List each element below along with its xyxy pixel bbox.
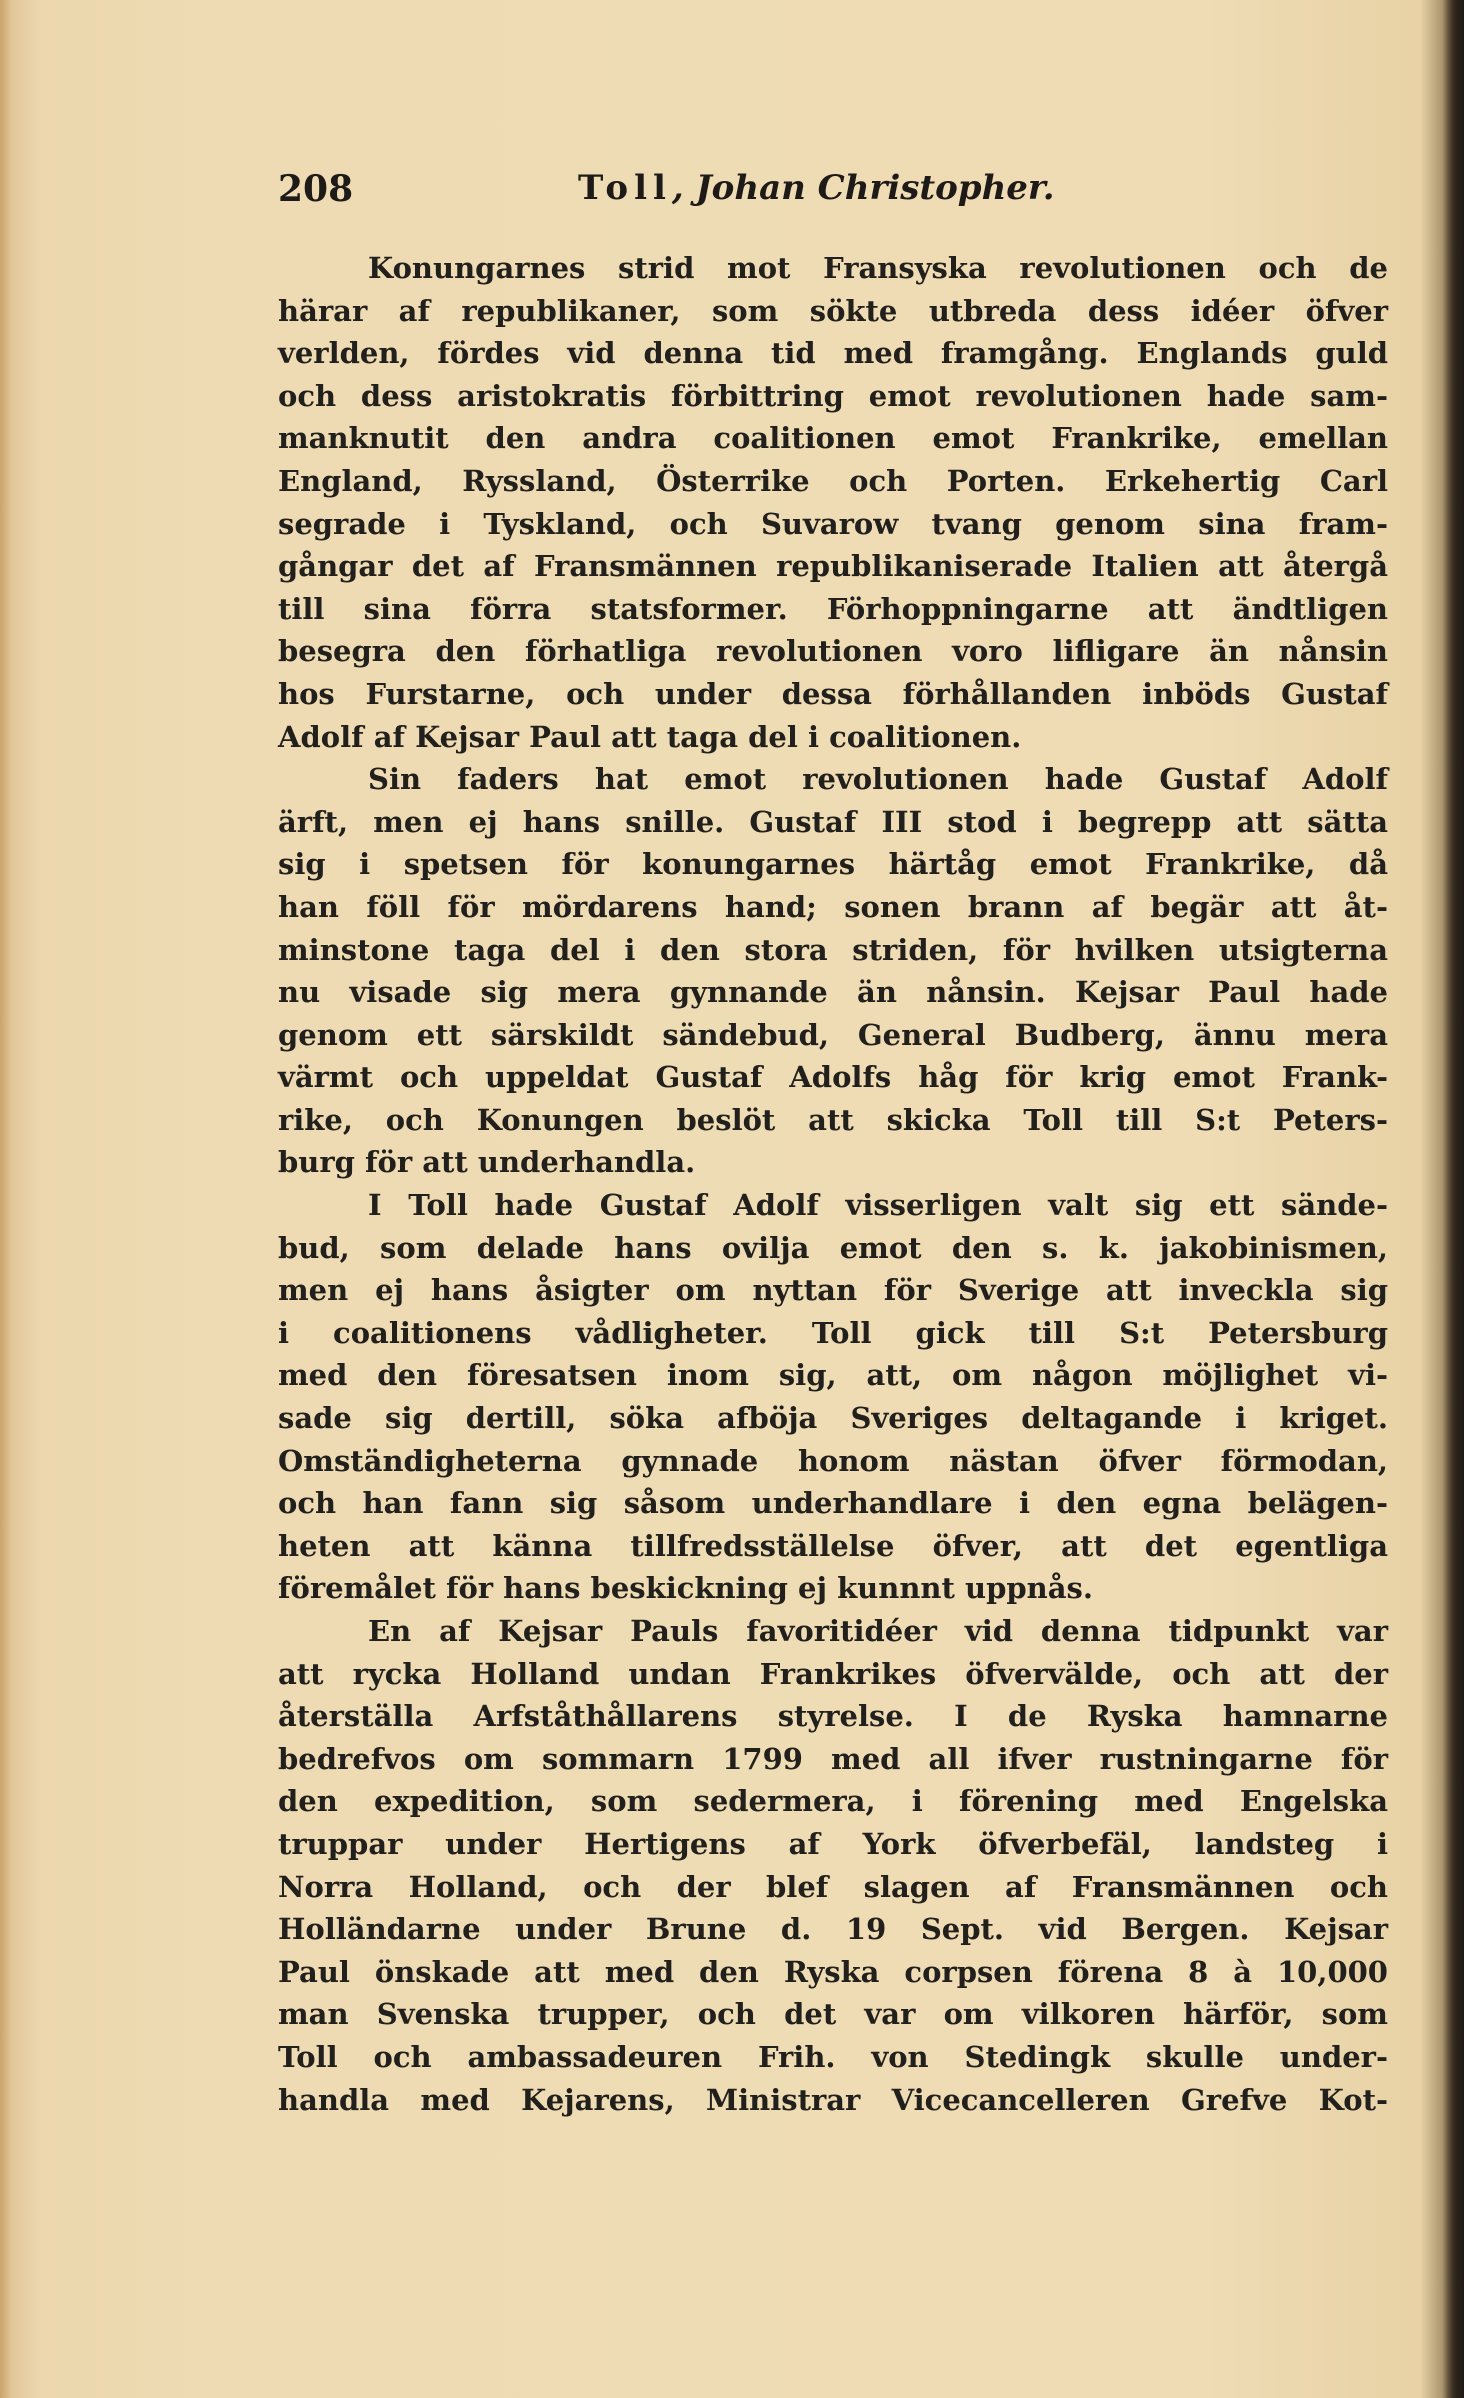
text-line: hos Furstarne, och under dessa förhållanden inböds Gustaf — [278, 676, 1388, 711]
text-line: bud, som delade hans ovilja emot den s. k. jakobinismen, — [278, 1230, 1388, 1265]
running-head-name: Toll — [578, 168, 672, 208]
page-header — [278, 168, 1388, 218]
text-line: att rycka Holland undan Frankrikes öfvervälde, och att der — [278, 1656, 1388, 1691]
text-line: värmt och uppeldat Gustaf Adolfs håg för krig emot Frank- — [278, 1060, 1388, 1095]
text-line: bedrefvos om sommarn 1799 med all ifver rustningarne för — [278, 1741, 1388, 1776]
text-line: och dess aristokratis förbittring emot revolutionen hade sam- — [278, 378, 1388, 413]
text-line: Paul önskade att med den Ryska corpsen förena 8 à 10,000 — [278, 1954, 1388, 1989]
text-line: föremålet för hans beskickning ej kunnnt uppnås. — [278, 1571, 1093, 1606]
text-line: heten att känna tillfredsställelse öfver, att det egentliga — [278, 1528, 1388, 1563]
text-line: handla med Kejarens, Ministrar Vicecancelleren Grefve Kot- — [278, 2082, 1388, 2117]
text-line: segrade i Tyskland, och Suvarow tvang genom sina fram- — [278, 506, 1388, 541]
text-line: han föll för mördarens hand; sonen brann af begär att åt- — [278, 889, 1388, 924]
running-head-rest: , Johan Christopher. — [671, 168, 1055, 208]
text-line: manknutit den andra coalitionen emot Frankrike, emellan — [278, 421, 1388, 456]
text-line: återställa Arfståthållarens styrelse. I de Ryska hamnarne — [278, 1699, 1388, 1734]
text-line: härar af republikaner, som sökte utbreda dess idéer öfver — [278, 293, 1388, 328]
text-line: i coalitionens vådligheter. Toll gick till S:t Petersburg — [278, 1315, 1388, 1350]
text-line: och han fann sig såsom underhandlare i den egna belägen- — [278, 1486, 1388, 1521]
text-line: Konungarnes strid mot Fransyska revolutionen och de — [368, 251, 1388, 285]
text-line: minstone taga del i den stora striden, för hvilken utsigterna — [278, 932, 1388, 967]
text-line: nu visade sig mera gynnande än nånsin. Kejsar Paul hade — [278, 975, 1388, 1010]
text-line: den expedition, som sedermera, i förening med Engelska — [278, 1784, 1388, 1819]
text-line: till sina förra statsformer. Förhoppningarne att ändtligen — [278, 591, 1388, 626]
text-line: I Toll hade Gustaf Adolf visserligen valt sig ett sände- — [368, 1188, 1388, 1223]
text-line: med den föresatsen inom sig, att, om någon möjlighet vi- — [278, 1358, 1388, 1393]
text-line: man Svenska trupper, och det var om vilkoren härför, som — [278, 1997, 1388, 2032]
text-line: Toll och ambassadeuren Frih. von Stedingk skulle under- — [278, 2039, 1388, 2074]
text-line: ärft, men ej hans snille. Gustaf III stod i begrepp att sätta — [278, 804, 1388, 839]
text-line: sig i spetsen för konungarnes härtåg emot Frankrike, då — [278, 847, 1388, 882]
body-text — [278, 247, 1388, 2121]
text-line: genom ett särskildt sändebud, General Budberg, ännu mera — [278, 1017, 1388, 1052]
text-line: sade sig dertill, söka afböja Sveriges deltagande i kriget. — [278, 1401, 1388, 1436]
text-line: Norra Holland, och der blef slagen af Fransmännen och — [278, 1869, 1388, 1904]
page-edge-shadow — [1442, 0, 1464, 2398]
text-line: besegra den förhatliga revolutionen voro lifligare än nånsin — [278, 634, 1388, 669]
text-line: Holländarne under Brune d. 19 Sept. vid Bergen. Kejsar — [278, 1912, 1388, 1947]
text-line: En af Kejsar Pauls favoritidéer vid denna tidpunkt var — [368, 1614, 1388, 1648]
text-line: Adolf af Kejsar Paul att taga del i coalitionen. — [278, 719, 1022, 754]
text-line: Sin faders hat emot revolutionen hade Gustaf Adolf — [368, 762, 1388, 797]
text-line: men ej hans åsigter om nyttan för Sverige att inveckla sig — [278, 1273, 1388, 1308]
text-line: England, Ryssland, Österrike och Porten. Erkehertig Carl — [278, 463, 1388, 498]
text-line: Omständigheterna gynnade honom nästan öfver förmodan, — [278, 1443, 1388, 1478]
text-line: burg för att underhandla. — [278, 1145, 696, 1180]
page-number: 208 — [278, 168, 354, 210]
text-line: truppar under Hertigens af York öfverbefäl, landsteg i — [278, 1826, 1388, 1861]
text-line: rike, och Konungen beslöt att skicka Toll till S:t Peters- — [278, 1102, 1388, 1137]
text-line: verlden, fördes vid denna tid med framgång. Englands guld — [278, 336, 1388, 371]
text-line: gångar det af Fransmännen republikaniserade Italien att återgå — [278, 549, 1388, 584]
running-head — [578, 168, 1055, 208]
